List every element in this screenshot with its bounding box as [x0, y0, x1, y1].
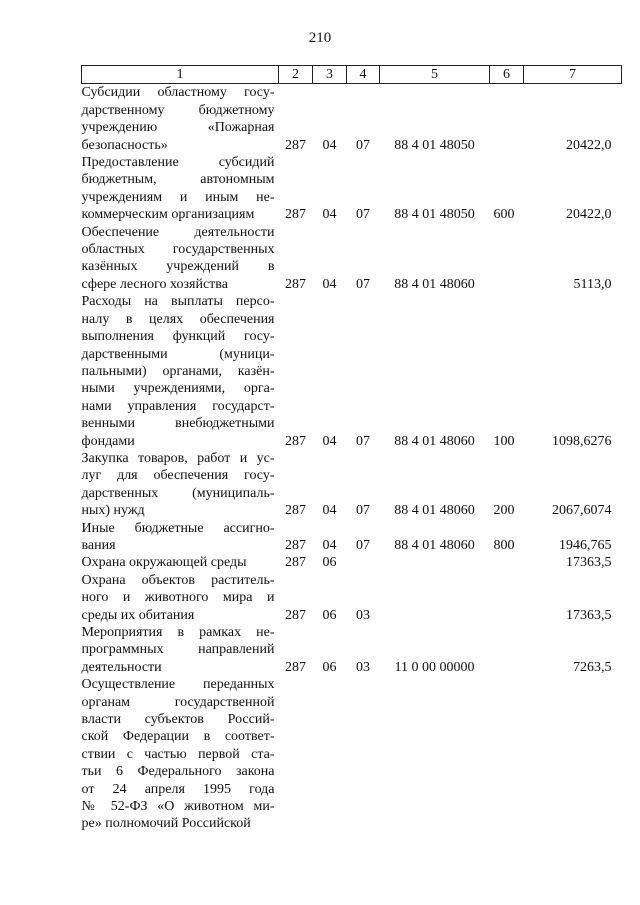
cell-c2: 287: [285, 659, 306, 675]
description-line: учреждению «Пожарная: [81, 120, 275, 136]
row-description: [82, 520, 279, 555]
cell-c3: 04: [322, 276, 337, 292]
table-row: [82, 224, 622, 294]
description-line: Иные бюджетные ассигно-: [81, 520, 275, 536]
row-description: [82, 154, 279, 224]
header-cell: 2: [279, 66, 313, 84]
description-line: Мероприятия в рамках не-: [81, 625, 275, 640]
cell-c3: 04: [322, 503, 337, 519]
description-line: коммерческим организациям: [81, 207, 255, 223]
cell-c2: 287: [285, 537, 306, 553]
header-cell: 5: [380, 66, 490, 84]
description-line: ными учреждениями, орга-: [81, 381, 275, 397]
cell-c6: [490, 84, 524, 154]
description-line: дарственных (муниципаль-: [81, 485, 275, 501]
description-line: среды их обитания: [81, 607, 195, 623]
row-description: [82, 84, 279, 154]
description-line: власти субъектов Россий-: [81, 712, 275, 728]
table-row: [82, 154, 622, 224]
description-line: сфере лесного хозяйства: [81, 276, 228, 292]
description-line: № 52-ФЗ «О животном ми-: [81, 799, 275, 815]
cell-c4: 03: [356, 659, 370, 675]
page-number: 210: [308, 30, 332, 46]
row-description: [82, 450, 279, 520]
description-line: ствии с частью первой ста-: [81, 746, 275, 762]
cell-c2: 287: [285, 433, 306, 449]
cell-c7: 1946,765: [559, 537, 612, 553]
description-line: Обеспечение деятельности: [81, 224, 275, 240]
table-header-row: [82, 66, 622, 84]
cell-c3: [313, 676, 347, 833]
cell-c6: 600: [493, 207, 515, 223]
description-line: выполнения функций госу-: [81, 329, 275, 345]
row-description: [82, 624, 279, 676]
cell-c2: 287: [285, 503, 306, 519]
cell-c5: 11 0 00 00000: [394, 659, 475, 675]
row-description: [82, 572, 279, 624]
cell-c6: [490, 624, 524, 676]
cell-c5: 88 4 01 48050: [394, 137, 475, 153]
description-line: ской Федерации в соответ-: [81, 729, 275, 745]
cell-c4: [347, 554, 380, 571]
cell-c6: [490, 224, 524, 294]
description-line: Осуществление переданных: [81, 677, 275, 693]
table-row: [82, 554, 622, 571]
cell-c6: [490, 572, 524, 624]
cell-c4: 07: [356, 503, 370, 519]
cell-c7: 1098,6276: [552, 433, 612, 449]
cell-c5: [380, 554, 490, 571]
cell-c4: 07: [356, 276, 370, 292]
description-line: вания: [81, 537, 116, 553]
description-line: от 24 апреля 1995 года: [81, 781, 275, 797]
cell-c3: 04: [322, 207, 337, 223]
cell-c6: 200: [493, 503, 515, 519]
cell-c5: [380, 572, 490, 624]
cell-c7: 5113,0: [573, 276, 612, 292]
description-line: органам государственной: [81, 694, 275, 710]
description-line: безопасность»: [81, 137, 168, 153]
header-cell: 6: [490, 66, 524, 84]
description-line: Расходы на выплаты персо-: [81, 294, 275, 310]
header-cell: 3: [313, 66, 347, 84]
row-description: [82, 554, 279, 571]
cell-c7: 17363,5: [566, 607, 612, 623]
cell-c7: [524, 676, 622, 833]
cell-c3: 04: [322, 537, 337, 553]
table-row: [82, 293, 622, 450]
description-line: программных направлений: [81, 642, 275, 658]
description-line: ных) нужд: [81, 503, 145, 519]
description-line: Охрана окружающей среды: [81, 555, 247, 571]
description-line: учреждениям и иным не-: [81, 189, 275, 205]
cell-c5: 88 4 01 48060: [394, 503, 475, 519]
description-line: Охрана объектов раститель-: [81, 572, 275, 588]
row-description: [82, 224, 279, 294]
cell-c3: 04: [322, 137, 337, 153]
cell-c4: 07: [356, 207, 370, 223]
cell-c7: 20422,0: [566, 137, 612, 153]
table-row: [82, 572, 622, 624]
description-line: областных государственных: [81, 242, 275, 258]
budget-table: [81, 65, 622, 833]
description-line: Субсидии областному госу-: [81, 85, 275, 101]
cell-c4: 07: [356, 137, 370, 153]
cell-c3: 06: [322, 555, 337, 571]
description-line: Закупка товаров, работ и ус-: [81, 450, 275, 466]
cell-c7: 20422,0: [566, 207, 612, 223]
table-row: [82, 84, 622, 154]
cell-c4: [347, 676, 380, 833]
cell-c6: [490, 554, 524, 571]
description-line: нами управления государст-: [81, 398, 275, 414]
cell-c3: 06: [322, 659, 337, 675]
cell-c5: 88 4 01 48050: [394, 207, 475, 223]
cell-c2: 287: [285, 555, 306, 571]
cell-c6: 100: [493, 433, 515, 449]
cell-c3: 06: [322, 607, 337, 623]
description-line: венными внебюджетными: [81, 416, 275, 432]
cell-c4: 03: [356, 607, 370, 623]
cell-c3: 04: [322, 433, 337, 449]
cell-c6: 800: [493, 537, 515, 553]
cell-c5: 88 4 01 48060: [394, 276, 475, 292]
header-cell: 4: [347, 66, 380, 84]
cell-c2: [279, 676, 313, 833]
description-line: фондами: [81, 433, 135, 449]
description-line: луг для обеспечения госу-: [81, 468, 275, 484]
cell-c2: 287: [285, 207, 306, 223]
cell-c7: 17363,5: [566, 555, 612, 571]
cell-c5: [380, 676, 490, 833]
description-line: дарственными (муници-: [81, 346, 275, 362]
cell-c7: 7263,5: [573, 659, 612, 675]
cell-c5: 88 4 01 48060: [394, 433, 475, 449]
cell-c4: 07: [356, 537, 370, 553]
table-row: [82, 624, 622, 676]
description-line: налу в целях обеспечения: [81, 311, 275, 327]
description-line: казённых учреждений в: [81, 259, 275, 275]
description-line: тьи 6 Федерального закона: [81, 764, 275, 780]
description-line: ного и животного мира и: [81, 590, 275, 606]
header-cell: 1: [82, 66, 279, 84]
cell-c7: 2067,6074: [552, 503, 612, 519]
description-line: Предоставление субсидий: [81, 155, 275, 171]
description-line: деятельности: [81, 659, 162, 675]
cell-c4: 07: [356, 433, 370, 449]
description-line: дарственному бюджетному: [81, 102, 275, 118]
cell-c2: 287: [285, 607, 306, 623]
description-line: бюджетным, автономным: [81, 172, 275, 188]
header-cell: 7: [524, 66, 622, 84]
cell-c2: 287: [285, 276, 306, 292]
table-row: [82, 520, 622, 555]
description-line: пальными) органами, казён-: [81, 363, 275, 379]
table-row: [82, 450, 622, 520]
row-description: [82, 676, 279, 833]
table-row: [82, 676, 622, 833]
description-line: ре» полномочий Российской: [81, 816, 251, 832]
cell-c6: [490, 676, 524, 833]
cell-c2: 287: [285, 137, 306, 153]
row-description: [82, 293, 279, 450]
cell-c5: 88 4 01 48060: [394, 537, 475, 553]
